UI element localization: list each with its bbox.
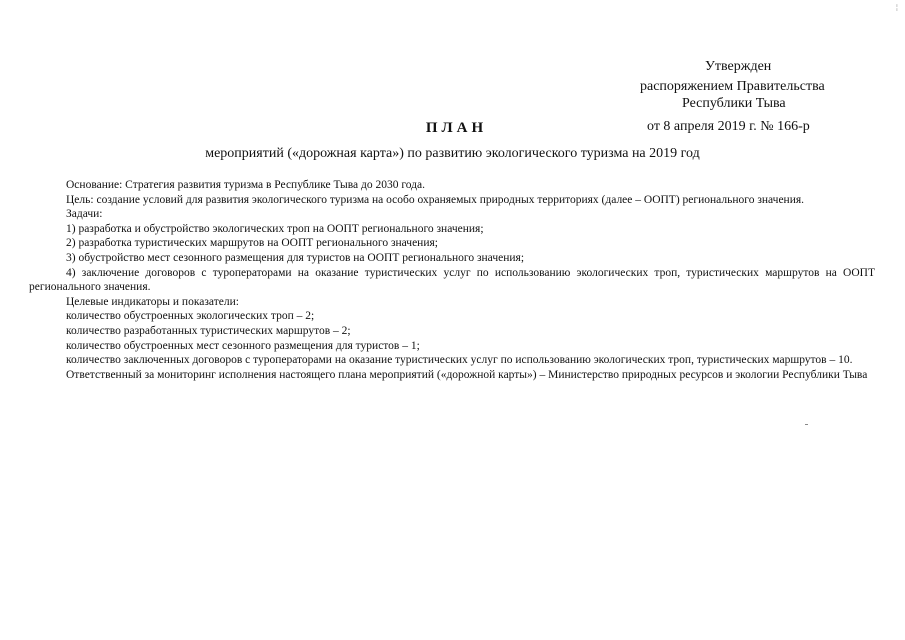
- task-item: 2) разработка туристических маршрутов на ООПТ регионального значения;: [66, 237, 438, 250]
- document-body: [29, 178, 875, 382]
- approval-line-1: Утвержден: [705, 59, 772, 74]
- indicators-heading: Целевые индикаторы и показатели:: [66, 295, 239, 308]
- indicator-item: количество обустроенных экологических троп – 2;: [66, 310, 315, 323]
- tasks-heading: Задачи:: [66, 208, 103, 221]
- scan-speck: [805, 424, 808, 425]
- goal-paragraph: Цель: создание условий для развития экологического туризма на особо охраняемых природных территориях (далее – ООПТ) регионального значения.: [66, 193, 805, 206]
- indicator-item: количество заключенных договоров с туроператорами на оказание туристических услуг по использованию экологических троп, туристических маршрутов – 10.: [66, 354, 853, 367]
- responsible-paragraph: Ответственный за мониторинг исполнения настоящего плана мероприятий («дорожной карты») – Министерство природных ресурсов и экологии Республики Тыва: [66, 368, 868, 381]
- task-item: 3) обустройство мест сезонного размещения для туристов на ООПТ регионального значения;: [66, 251, 525, 264]
- task-item: 1) разработка и обустройство экологических троп на ООПТ регионального значения;: [66, 222, 484, 235]
- indicator-item: количество разработанных туристических маршрутов – 2;: [66, 324, 351, 337]
- document-subtitle: мероприятий («дорожная карта») по развитию экологического туризма на 2019 год: [205, 146, 700, 161]
- document-title: ПЛАН: [425, 120, 488, 136]
- indicator-item: количество обустроенных мест сезонного размещения для туристов – 1;: [66, 339, 420, 352]
- approval-line-4: от 8 апреля 2019 г. № 166-р: [647, 119, 810, 134]
- task-item: 4) заключение договоров с туроператорами на оказание туристических услуг по использованию экологических троп, туристических маршрутов на ООПТ регионального значения.: [29, 266, 875, 294]
- basis-paragraph: Основание: Стратегия развития туризма в Республике Тыва до 2030 года.: [66, 179, 425, 191]
- scan-mark: ╎: [894, 4, 899, 12]
- approval-line-2: распоряжением Правительства: [640, 79, 825, 94]
- approval-line-3: Республики Тыва: [682, 96, 786, 111]
